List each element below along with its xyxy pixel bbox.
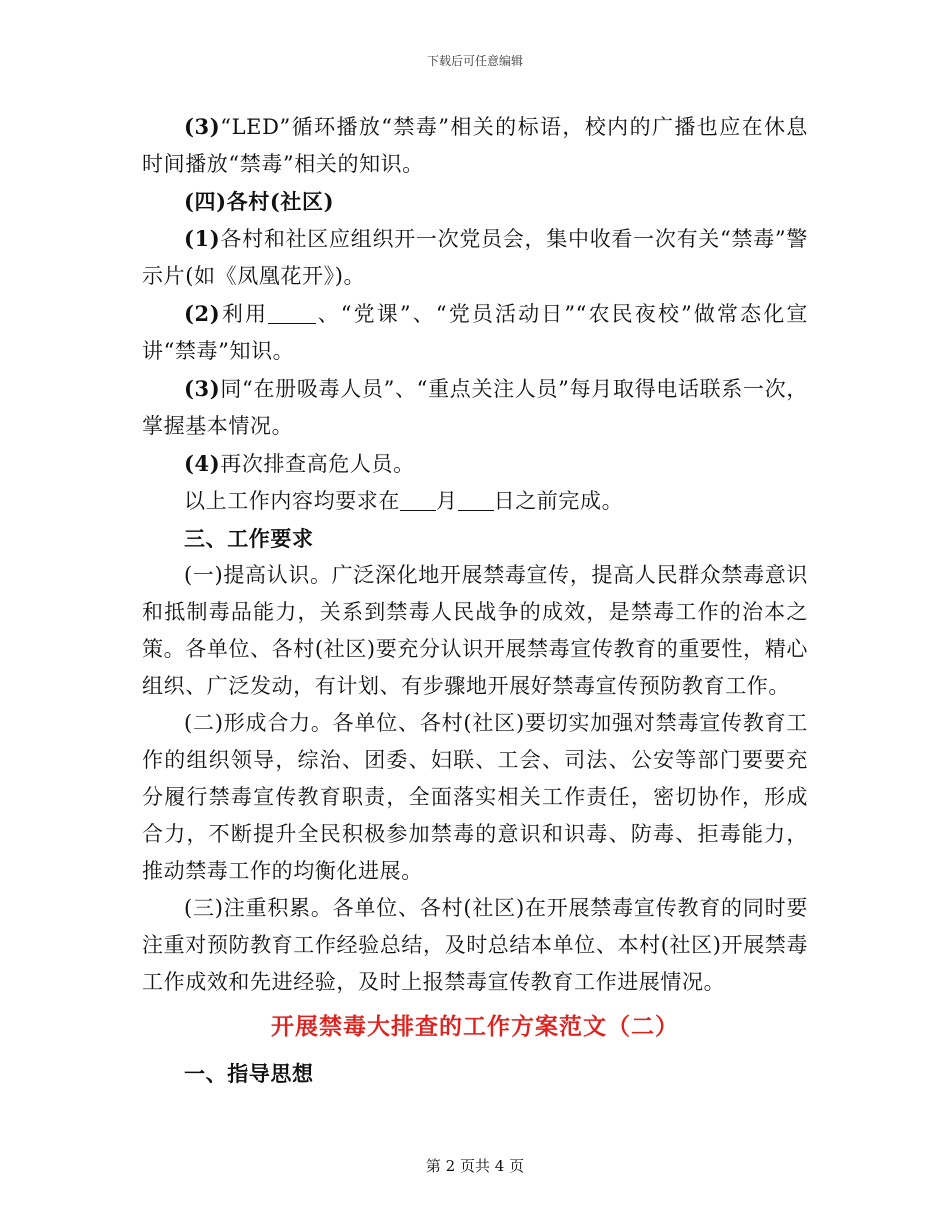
paragraph-requirement-3: (三)注重积累。各单位、各村(社区)在开展禁毒宣传教育的同时要注重对预防教育工作经验总结，及时总结本单位、本村(社区)开展禁毒工作成效和先进经验，及时上报禁毒宣传教育工作进展情况。 — [142, 896, 808, 994]
paragraph-item-4 — [142, 445, 808, 483]
item-number: (1) — [184, 226, 221, 251]
paragraph-item-2 — [142, 295, 808, 370]
paragraph-item-3 — [142, 108, 808, 183]
item-text: 各村和社区应组织开一次党员会，集中收看一次有关“禁毒”警示片(如《凤凰花开》)。 — [142, 227, 808, 288]
section-heading-requirements: 三、工作要求 — [184, 526, 314, 551]
deadline-text: 以上工作内容均要求在 — [184, 489, 400, 513]
paragraph-item-3b — [142, 370, 808, 445]
section-heading-villages: (四)各村(社区) — [184, 189, 335, 214]
paragraph-item-1 — [142, 220, 808, 295]
document-title: 开展禁毒大排查的工作方案范文（二） — [271, 1013, 679, 1040]
deadline-month-label: 月 — [436, 489, 458, 513]
item-number: (3) — [184, 376, 221, 401]
page-footer: 第 2 页共 4 页 — [425, 1157, 525, 1175]
fill-blank-month — [400, 489, 436, 511]
deadline-text: 日之前完成。 — [493, 489, 624, 513]
item-text: 再次排查高危人员。 — [220, 452, 415, 476]
item-number: (2) — [184, 301, 221, 326]
item-text: 利用 — [220, 302, 269, 326]
item-text: 同“在册吸毒人员”、“重点关注人员”每月取得电话联系一次，掌握基本情况。 — [142, 377, 808, 438]
section-heading-guiding-ideology: 一、指导思想 — [184, 1061, 314, 1086]
paragraph-requirement-2: (二)形成合力。各单位、各村(社区)要切实加强对禁毒宣传教育工作的组织领导，综治、团委、妇联、工会、司法、公安等部门要要充分履行禁毒宣传教育职责，全面落实相关工作责任，密切协作，形成合力，不断提升全民积极参加禁毒的意识和识毒、防毒、拒毒能力，推动禁毒工作的均衡化进展。 — [142, 711, 808, 883]
item-text: “LED”循环播放“禁毒”相关的标语，校内的广播也应在休息时间播放“禁毒”相关的知识。 — [142, 115, 808, 176]
fill-blank — [268, 302, 316, 324]
item-number: (3) — [184, 114, 221, 139]
deadline-paragraph — [142, 483, 808, 520]
document-body — [142, 108, 808, 1092]
fill-blank-day — [458, 489, 494, 511]
item-number: (4) — [184, 451, 221, 476]
paragraph-requirement-1: (一)提高认识。广泛深化地开展禁毒宣传，提高人民群众禁毒意识和抵制毒品能力，关系到禁毒人民战争的成效，是禁毒工作的治本之策。各单位、各村(社区)要充分认识开展禁毒宣传教育的重要性，精心组织、广泛发动，有计划、有步骤地开展好禁毒宣传预防教育工作。 — [142, 563, 808, 698]
item-text: 、“党课”、“党员活动日”“农民夜校”做常态化宣讲“禁毒”知识。 — [142, 302, 808, 363]
page-header: 下载后可任意编辑 — [426, 54, 523, 68]
